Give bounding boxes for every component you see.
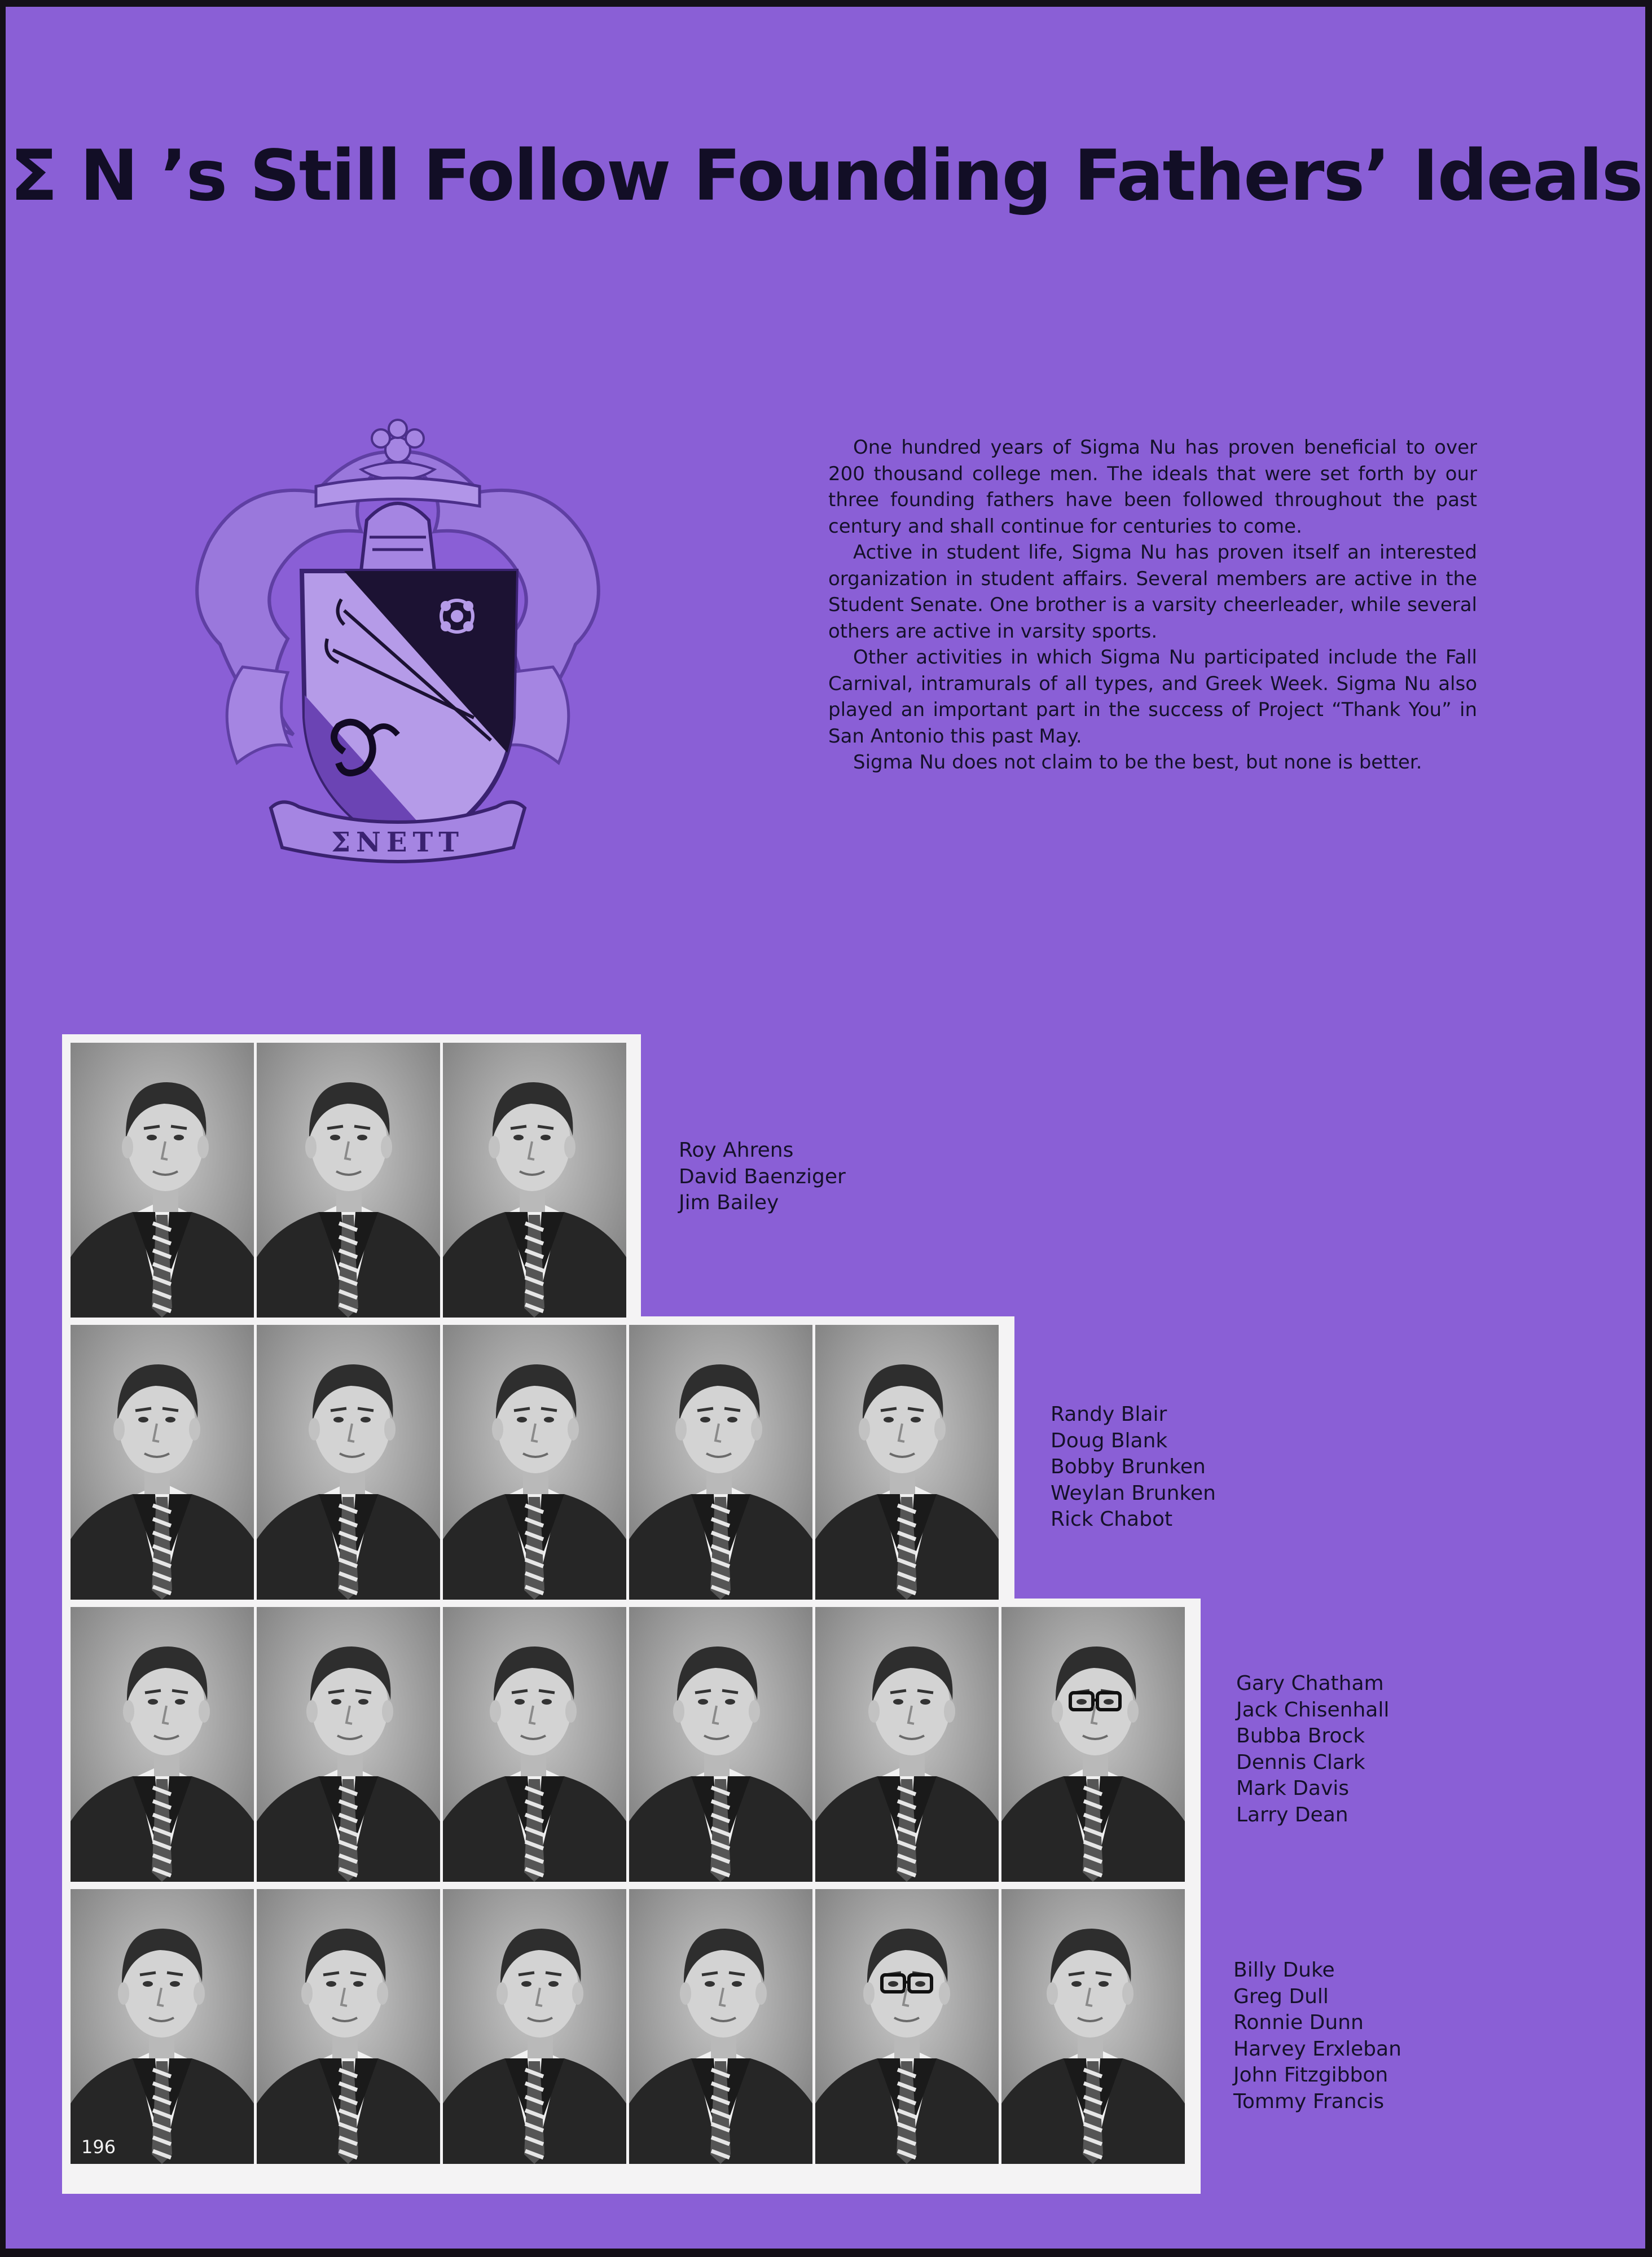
- portrait-photo: [1001, 1607, 1185, 1882]
- member-name: Gary Chatham: [1236, 1672, 1384, 1695]
- portrait-cell: [71, 1889, 254, 2164]
- member-name: Harvey Erxleban: [1233, 2037, 1401, 2061]
- member-name: Bobby Brunken: [1051, 1455, 1206, 1478]
- portrait-photo: [443, 1043, 626, 1318]
- portrait-cell: [257, 1607, 440, 1882]
- article-paragraph: Other activities in which Sigma Nu participated include the Fall Carnival, intramurals of all types, and Greek Week. Sigma Nu also played an important part in the success of Project “Thank You” in San Antonio this past May.: [828, 646, 1477, 748]
- member-name: Greg Dull: [1233, 1984, 1329, 2008]
- names-row-4: [1233, 1957, 1401, 2115]
- portrait-photo: [257, 1607, 440, 1882]
- member-name: Randy Blair: [1051, 1403, 1167, 1426]
- portrait-photo: [443, 1325, 626, 1600]
- portrait-cell: [71, 1325, 254, 1600]
- portrait-cell: [443, 1325, 626, 1600]
- article-paragraph: Active in student life, Sigma Nu has proven itself an interested organization in student affairs. Several members are active in the Student Senate. One brother is a varsity cheerleader, while several others are active in varsity sports.: [828, 541, 1477, 643]
- portrait-photo: [257, 1325, 440, 1600]
- portrait-photo: [71, 1325, 254, 1600]
- member-name: Roy Ahrens: [679, 1139, 794, 1162]
- page-edge-bottom: [0, 2249, 1652, 2257]
- sigma-nu-crest-icon: [175, 402, 621, 881]
- portrait-cell: [629, 1889, 812, 2164]
- portrait-cell: [257, 1325, 440, 1600]
- portrait-photo: [1001, 1889, 1185, 2164]
- article-paragraph: One hundred years of Sigma Nu has proven beneficial to over 200 thousand college men. The ideals that were set forth by our three founding fathers have been followed throughout the past century and shall continue for centuries to come.: [828, 436, 1477, 538]
- portrait-photo: [71, 1607, 254, 1882]
- member-name: David Baenziger: [679, 1165, 846, 1188]
- portrait-photo: [629, 1325, 812, 1600]
- page-edge-top: [0, 0, 1652, 7]
- member-name: Billy Duke: [1233, 1959, 1335, 1982]
- portrait-cell: [629, 1325, 812, 1600]
- member-name: Jim Bailey: [679, 1191, 779, 1214]
- member-name: Jack Chisenhall: [1236, 1698, 1390, 1722]
- article-text: [828, 434, 1477, 776]
- article-paragraph: Sigma Nu does not claim to be the best, but none is better.: [853, 751, 1422, 774]
- portrait-photo: [629, 1607, 812, 1882]
- portrait-cell: [257, 1889, 440, 2164]
- portrait-cell: [443, 1607, 626, 1882]
- member-name: Weylan Brunken: [1051, 1481, 1216, 1505]
- member-name: Doug Blank: [1051, 1429, 1168, 1452]
- names-row-1: [679, 1138, 846, 1217]
- page-headline: Σ N ’s Still Follow Founding Fathers’ Ideals: [10, 135, 1642, 217]
- portrait-photo: [815, 1325, 999, 1600]
- portrait-cell: [443, 1889, 626, 2164]
- member-name: Dennis Clark: [1236, 1750, 1365, 1774]
- portrait-cell: [71, 1607, 254, 1882]
- portrait-cell: [443, 1043, 626, 1318]
- portrait-photo: [443, 1607, 626, 1882]
- member-name: Mark Davis: [1236, 1777, 1350, 1800]
- names-row-2: [1051, 1402, 1216, 1533]
- portrait-photo: [815, 1889, 999, 2164]
- member-name: Rick Chabot: [1051, 1508, 1173, 1531]
- portrait-photo: [71, 1043, 254, 1318]
- portrait-photo: [815, 1607, 999, 1882]
- portrait-photo: [443, 1889, 626, 2164]
- portrait-photo: [71, 1889, 254, 2164]
- portrait-photo: [629, 1889, 812, 2164]
- member-name: John Fitzgibbon: [1233, 2063, 1389, 2087]
- page-edge-left: [0, 0, 6, 2257]
- portrait-cell: [71, 1043, 254, 1318]
- page-edge-right: [1645, 0, 1652, 2257]
- portrait-cell: [629, 1607, 812, 1882]
- portrait-photo: [257, 1043, 440, 1318]
- portrait-cell: [257, 1043, 440, 1318]
- portrait-cell: [1001, 1607, 1185, 1882]
- names-row-3: [1236, 1671, 1389, 1828]
- crest-motto: ΣΝΕΤΤ: [331, 827, 464, 858]
- portrait-cell: [815, 1607, 999, 1882]
- portrait-cell: [815, 1325, 999, 1600]
- member-name: Larry Dean: [1236, 1803, 1348, 1826]
- member-name: Bubba Brock: [1236, 1724, 1365, 1747]
- portrait-photo: [257, 1889, 440, 2164]
- portrait-cell: [815, 1889, 999, 2164]
- member-name: Tommy Francis: [1233, 2089, 1385, 2113]
- member-name: Ronnie Dunn: [1233, 2011, 1364, 2034]
- portrait-cell: [1001, 1889, 1185, 2164]
- page-number: 196: [81, 2136, 116, 2158]
